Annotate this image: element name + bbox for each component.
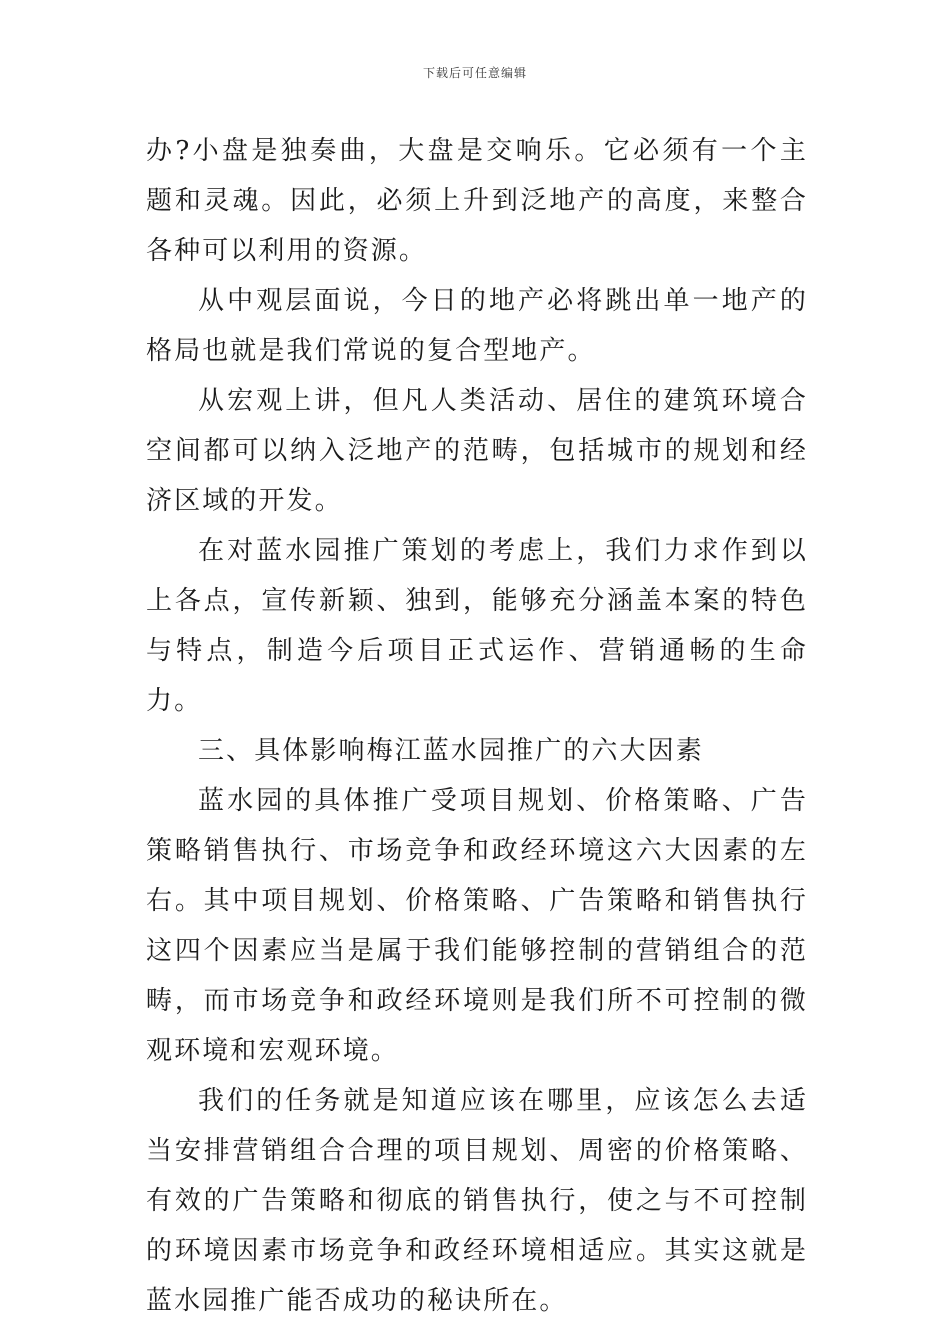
- body-text: [146, 126, 808, 1326]
- paragraph-continuation: 办?小盘是独奏曲，大盘是交响乐。它必须有一个主题和灵魂。因此，必须上升到泛地产的高度，来整合各种可以利用的资源。: [146, 136, 808, 266]
- section-heading: 三、具体影响梅江蓝水园推广的六大因素: [198, 736, 704, 766]
- paragraph-promotion-planning: 在对蓝水园推广策划的考虑上，我们力求作到以上各点，宣传新颖、独到，能够充分涵盖本案的特色与特点，制造今后项目正式运作、营销通畅的生命力。: [146, 536, 808, 716]
- paragraph-meso-level: 从中观层面说，今日的地产必将跳出单一地产的格局也就是我们常说的复合型地产。: [146, 286, 808, 366]
- paragraph-our-task: 我们的任务就是知道应该在哪里，应该怎么去适当安排营销组合合理的项目规划、周密的价格策略、有效的广告策略和彻底的销售执行，使之与不可控制的环境因素市场竞争和政经环境相适应。其实这就是蓝水园推广能否成功的秘诀所在。: [146, 1086, 808, 1316]
- paragraph-macro-level: 从宏观上讲，但凡人类活动、居住的建筑环境合空间都可以纳入泛地产的范畴，包括城市的规划和经济区域的开发。: [146, 386, 808, 516]
- header-note: 下载后可任意编辑: [422, 66, 527, 80]
- paragraph-six-factors: 蓝水园的具体推广受项目规划、价格策略、广告策略销售执行、市场竞争和政经环境这六大因素的左右。其中项目规划、价格策略、广告策略和销售执行这四个因素应当是属于我们能够控制的营销组合的范畴，而市场竞争和政经环境则是我们所不可控制的微观环境和宏观环境。: [146, 786, 808, 1066]
